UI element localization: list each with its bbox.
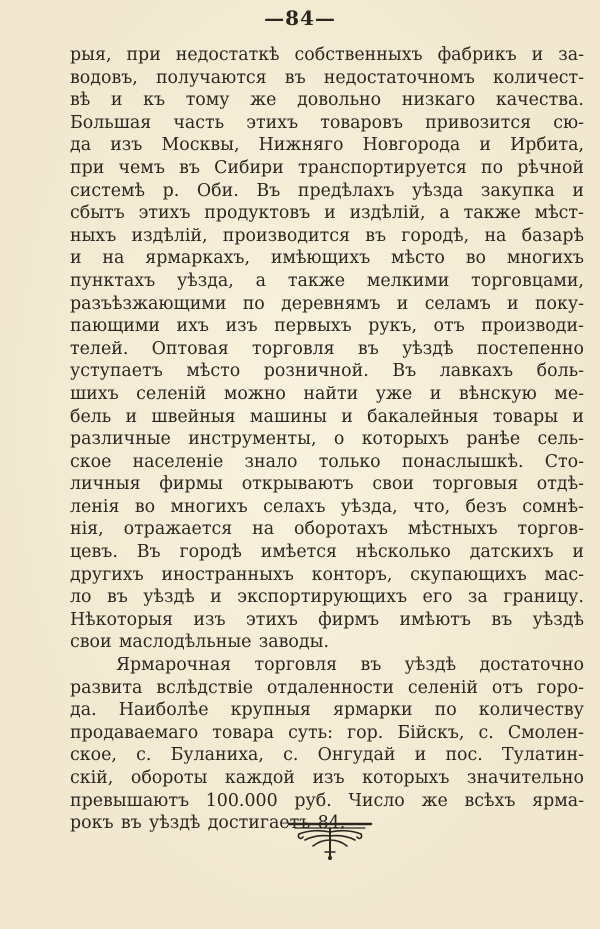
text-line: различные инструменты, о которыхъ ранѣе сель- (70, 429, 584, 450)
text-line: личныя фирмы открываютъ свои торговыя отдѣ- (70, 474, 584, 495)
text-line: ленія во многихъ селахъ уѣзда, что, безъ сомнѣ- (70, 496, 584, 517)
text-line: пунктахъ уѣзда, а также мелкими торговцами, (70, 270, 584, 291)
text-line: рокъ въ уѣздѣ достигаетъ 84. (70, 813, 346, 834)
paragraph-2 (70, 654, 584, 835)
text-line: превышаютъ 100.000 руб. Число же всѣхъ ярма- (70, 790, 584, 811)
text-line: шихъ селеній можно найти уже и вѣнскую ме- (70, 383, 584, 404)
text-line: и на ярмаркахъ, имѣющихъ мѣсто во многихъ (70, 248, 584, 269)
text-line: телей. Оптовая торговля въ уѣздѣ постепенно (70, 338, 584, 359)
text-line: свои маслодѣльные заводы. (70, 632, 329, 653)
body-text (70, 44, 584, 835)
text-line: вѣ и къ тому же довольно низкаго качества. (70, 90, 584, 111)
text-line: ское населеніе знало только понаслышкѣ. Сто- (70, 451, 584, 472)
text-line: Большая часть этихъ товаровъ привозится сю- (70, 112, 584, 133)
page-number: —84— (264, 6, 336, 30)
text-line: развита вслѣдствіе отдаленности селеній отъ горо- (70, 677, 584, 698)
text-line: да. Наиболѣе крупныя ярмарки по количеству (70, 700, 584, 721)
text-line: при чемъ въ Сибири транспортируется по рѣчной (70, 157, 584, 178)
paragraph-1 (70, 44, 584, 654)
text-line: другихъ иностранныхъ конторъ, скупающихъ мас- (70, 564, 584, 585)
text-line: рыя, при недостаткѣ собственныхъ фабрикъ и за- (70, 45, 584, 65)
text-line: водовъ, получаются въ недостаточномъ количест- (70, 67, 584, 88)
text-line: скій, обороты каждой изъ которыхъ значительно (70, 768, 584, 788)
text-line: да изъ Москвы, Нижняго Новгорода и Ирбита, (70, 135, 584, 156)
text-line: ло въ уѣздѣ и экспортирующихъ его за границу. (70, 587, 584, 608)
fleuron-ornament-icon (285, 816, 375, 862)
text-line: бель и швейныя машины и бакалейныя товары и (70, 406, 584, 427)
text-line: уступаетъ мѣсто розничной. Въ лавкахъ боль- (70, 361, 584, 382)
text-line: сбытъ этихъ продуктовъ и издѣлій, а также мѣст- (70, 203, 584, 224)
text-line: системѣ р. Оби. Въ предѣлахъ уѣзда закупка и (70, 180, 584, 201)
text-line: Нѣкоторыя изъ этихъ фирмъ имѣютъ въ уѣздѣ (70, 609, 584, 630)
text-line: пающими ихъ изъ первыхъ рукъ, отъ производи- (70, 316, 584, 337)
text-line: ныхъ издѣлій, производится въ городѣ, на базарѣ (70, 225, 584, 246)
text-line: цевъ. Въ городѣ имѣется нѣсколько датскихъ и (70, 542, 584, 563)
text-line: Ярмарочная торговля въ уѣздѣ достаточно (116, 655, 584, 676)
text-line: продаваемаго товара суть: гор. Бійскъ, с. Смолен- (70, 722, 584, 743)
text-line: разъѣзжающими по деревнямъ и селамъ и поку- (70, 293, 584, 314)
text-line: ское, с. Буланиха, с. Онгудай и пос. Тулатин- (70, 745, 584, 766)
text-line: нія, отражается на оборотахъ мѣстныхъ торгов- (70, 519, 584, 540)
